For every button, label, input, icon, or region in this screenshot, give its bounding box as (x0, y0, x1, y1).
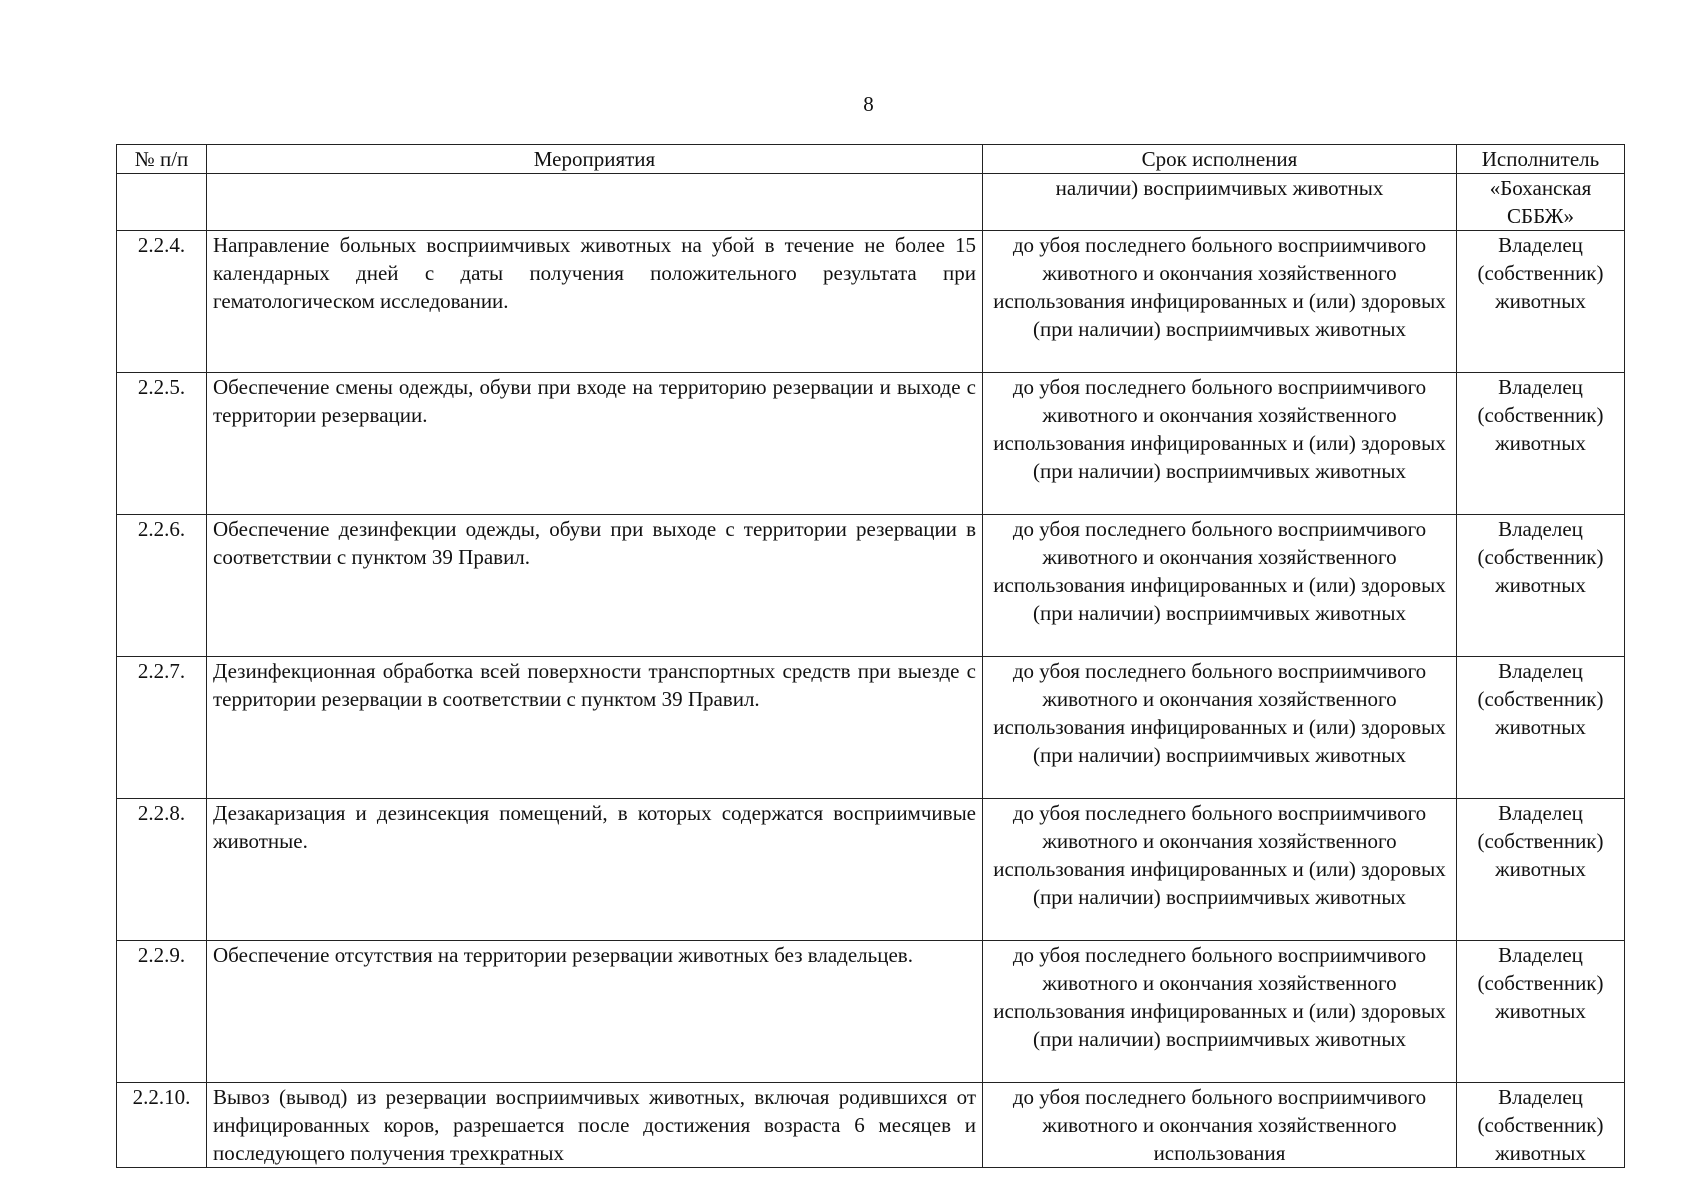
header-term: Срок исполнения (983, 145, 1457, 174)
row-executor: Владелец (собственник) животных (1457, 799, 1625, 941)
row-executor: Владелец (собственник) животных (1457, 657, 1625, 799)
table-row (117, 373, 1625, 515)
row-executor: Владелец (собственник) животных (1457, 231, 1625, 373)
row-num: 2.2.4. (117, 231, 207, 373)
row-term: до убоя последнего больного восприимчивого животного и окончания хозяйственного использования инфицированных и (или) здоровых (при наличии) восприимчивых животных (983, 799, 1457, 941)
row-num: 2.2.7. (117, 657, 207, 799)
table-row (117, 231, 1625, 373)
row-activity: Обеспечение смены одежды, обуви при входе на территорию резервации и выходе с территории резервации. (207, 373, 983, 515)
row-num: 2.2.9. (117, 941, 207, 1083)
table-row (117, 174, 1625, 231)
measures-table (116, 144, 1625, 1168)
row-activity: Дезакаризация и дезинсекция помещений, в которых содержатся восприимчивые животные. (207, 799, 983, 941)
row-activity (207, 174, 983, 231)
row-executor: Владелец (собственник) животных (1457, 941, 1625, 1083)
row-term: до убоя последнего больного восприимчивого животного и окончания хозяйственного использования (983, 1083, 1457, 1168)
row-num (117, 174, 207, 231)
table-row (117, 515, 1625, 657)
row-term: до убоя последнего больного восприимчивого животного и окончания хозяйственного использования инфицированных и (или) здоровых (при наличии) восприимчивых животных (983, 515, 1457, 657)
page-number: 8 (863, 92, 874, 116)
row-executor: Владелец (собственник) животных (1457, 515, 1625, 657)
row-num: 2.2.8. (117, 799, 207, 941)
table-row (117, 799, 1625, 941)
row-term: наличии) восприимчивых животных (983, 174, 1457, 231)
table-row (117, 941, 1625, 1083)
table-header-row (117, 145, 1625, 174)
row-term: до убоя последнего больного восприимчивого животного и окончания хозяйственного использования инфицированных и (или) здоровых (при наличии) восприимчивых животных (983, 657, 1457, 799)
header-executor: Исполнитель (1457, 145, 1625, 174)
row-num: 2.2.5. (117, 373, 207, 515)
row-activity: Обеспечение дезинфекции одежды, обуви при выходе с территории резервации в соответствии с пунктом 39 Правил. (207, 515, 983, 657)
row-activity: Дезинфекционная обработка всей поверхности транспортных средств при выезде с территории резервации в соответствии с пунктом 39 Правил. (207, 657, 983, 799)
row-num: 2.2.6. (117, 515, 207, 657)
row-executor: «Боханская СББЖ» (1457, 174, 1625, 231)
row-activity: Вывоз (вывод) из резервации восприимчивых животных, включая родившихся от инфицированных коров, разрешается после достижения возраста 6 месяцев и последующего получения трехкратных (207, 1083, 983, 1168)
header-activity: Мероприятия (207, 145, 983, 174)
table-row (117, 1083, 1625, 1168)
row-executor: Владелец (собственник) животных (1457, 373, 1625, 515)
row-activity: Направление больных восприимчивых животных на убой в течение не более 15 календарных дней с даты получения положительного результата при гематологическом исследовании. (207, 231, 983, 373)
row-term: до убоя последнего больного восприимчивого животного и окончания хозяйственного использования инфицированных и (или) здоровых (при наличии) восприимчивых животных (983, 373, 1457, 515)
header-num: № п/п (117, 145, 207, 174)
row-executor: Владелец (собственник) животных (1457, 1083, 1625, 1168)
row-activity: Обеспечение отсутствия на территории резервации животных без владельцев. (207, 941, 983, 1083)
table-row (117, 657, 1625, 799)
row-num: 2.2.10. (117, 1083, 207, 1168)
row-term: до убоя последнего больного восприимчивого животного и окончания хозяйственного использования инфицированных и (или) здоровых (при наличии) восприимчивых животных (983, 231, 1457, 373)
row-term: до убоя последнего больного восприимчивого животного и окончания хозяйственного использования инфицированных и (или) здоровых (при наличии) восприимчивых животных (983, 941, 1457, 1083)
